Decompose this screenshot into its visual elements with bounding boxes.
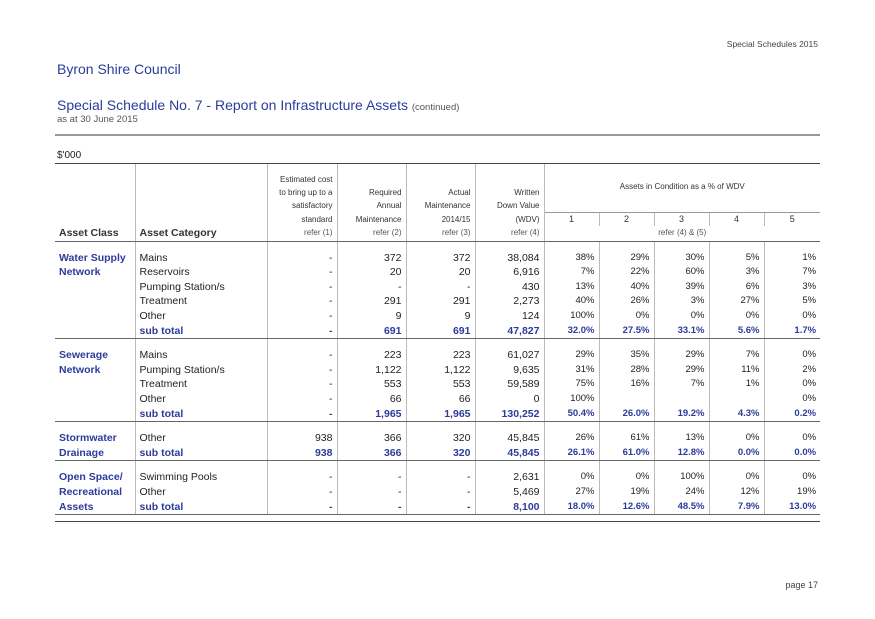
col-wdv-line1: Written [475, 186, 544, 199]
subtotal-row [55, 500, 820, 515]
condition-5-cell: 19% [764, 485, 820, 500]
condition-4-cell: 0% [709, 470, 764, 485]
required-maint-cell: 691 [337, 324, 406, 339]
condition-3: 3 [654, 213, 709, 227]
condition-2-cell: 0% [599, 309, 654, 324]
condition-4-cell: 0% [709, 431, 764, 446]
col-act-line2: Maintenance [406, 199, 475, 213]
est-cost-cell: - [267, 294, 337, 309]
asset-category-cell: Reservoirs [135, 265, 267, 280]
condition-5-cell: 2% [764, 363, 820, 378]
condition-2-cell: 19% [599, 485, 654, 500]
condition-1-cell: 100% [544, 392, 599, 407]
assets-table [55, 164, 820, 515]
asset-class-cell: Drainage [55, 446, 135, 461]
condition-5-cell: 0% [764, 377, 820, 392]
condition-5-cell: 5% [764, 294, 820, 309]
ref-4: refer (4) [475, 226, 544, 241]
actual-maint-cell: 1,965 [406, 407, 475, 422]
condition-3-cell: 60% [654, 265, 709, 280]
condition-4-cell: 7% [709, 348, 764, 363]
actual-maint-cell: 9 [406, 309, 475, 324]
asset-class-cell [55, 294, 135, 309]
est-cost-cell: - [267, 485, 337, 500]
condition-1-cell: 18.0% [544, 500, 599, 515]
asset-category-cell: sub total [135, 500, 267, 515]
condition-3-cell: 33.1% [654, 324, 709, 339]
actual-maint-cell: 372 [406, 251, 475, 266]
asset-category-cell: Mains [135, 251, 267, 266]
table-row [55, 363, 820, 378]
condition-5-cell: 1.7% [764, 324, 820, 339]
asset-category-cell: sub total [135, 446, 267, 461]
asset-class-cell [55, 377, 135, 392]
asset-category-cell: Mains [135, 348, 267, 363]
asset-category-cell: sub total [135, 407, 267, 422]
asset-category-cell: Other [135, 309, 267, 324]
condition-3-cell: 19.2% [654, 407, 709, 422]
title-rule [55, 134, 820, 136]
title-continued: (continued) [411, 102, 460, 113]
asset-class-cell: Network [59, 266, 101, 279]
asset-category-cell: Treatment [135, 294, 267, 309]
condition-5-cell: 0.0% [764, 446, 820, 461]
actual-maint-cell: - [406, 280, 475, 295]
condition-4: 4 [709, 213, 764, 227]
table-row [55, 251, 820, 266]
col-est-line1: Estimated cost [267, 173, 337, 186]
group-spacer [55, 339, 820, 349]
col-req-line3: Maintenance [337, 213, 406, 227]
est-cost-cell: 938 [267, 431, 337, 446]
subtotal-row [55, 407, 820, 422]
asset-class-cell: Water Supply [59, 251, 126, 264]
condition-4-cell: 1% [709, 377, 764, 392]
asset-category-cell: Swimming Pools [135, 470, 267, 485]
condition-2-cell: 27.5% [599, 324, 654, 339]
ref-3: refer (3) [406, 226, 475, 241]
table-row [55, 392, 820, 407]
col-act-line1: Actual [406, 186, 475, 199]
condition-4-cell: 5% [709, 251, 764, 266]
header-right: Special Schedules 2015 [726, 39, 818, 49]
condition-2-cell: 22% [599, 265, 654, 280]
condition-1-cell: 29% [544, 348, 599, 363]
required-maint-cell: - [337, 485, 406, 500]
condition-1-cell: 50.4% [544, 407, 599, 422]
actual-maint-cell: 291 [406, 294, 475, 309]
condition-4-cell: 0% [709, 309, 764, 324]
asset-class-cell [55, 309, 135, 324]
asset-class-cell: Open Space/ [59, 471, 123, 484]
condition-2-cell: 35% [599, 348, 654, 363]
asset-class-cell: Sewerage [59, 349, 109, 362]
asset-class-cell: Stormwater [59, 432, 117, 445]
actual-maint-cell: - [406, 470, 475, 485]
asset-category-cell: Pumping Station/s [135, 280, 267, 295]
condition-3-cell [654, 392, 709, 407]
condition-1-cell: 26.1% [544, 446, 599, 461]
required-maint-cell: 372 [337, 251, 406, 266]
group-spacer [55, 461, 820, 471]
actual-maint-cell: 320 [406, 431, 475, 446]
required-maint-cell: 1,965 [337, 407, 406, 422]
condition-4-cell: 27% [709, 294, 764, 309]
condition-5: 5 [764, 213, 820, 227]
condition-2-cell: 26.0% [599, 407, 654, 422]
required-maint-cell: - [337, 500, 406, 515]
units-label: $'000 [57, 150, 82, 161]
condition-2-cell: 28% [599, 363, 654, 378]
condition-4-cell [709, 392, 764, 407]
condition-1-cell: 75% [544, 377, 599, 392]
condition-3-cell: 7% [654, 377, 709, 392]
col-est-line2: to bring up to a [267, 186, 337, 199]
asset-category-cell: Treatment [135, 377, 267, 392]
est-cost-cell: - [267, 348, 337, 363]
wdv-cell: 45,845 [475, 446, 544, 461]
table-row [55, 485, 820, 500]
actual-maint-cell: - [406, 500, 475, 515]
condition-3-cell: 3% [654, 294, 709, 309]
wdv-cell: 59,589 [475, 377, 544, 392]
condition-3-cell: 29% [654, 348, 709, 363]
asset-class-cell [55, 392, 135, 407]
required-maint-cell: 1,122 [337, 363, 406, 378]
condition-4-cell: 0.0% [709, 446, 764, 461]
actual-maint-cell: 320 [406, 446, 475, 461]
condition-2-cell: 29% [599, 251, 654, 266]
condition-2-cell: 61% [599, 431, 654, 446]
wdv-cell: 130,252 [475, 407, 544, 422]
condition-1-cell: 7% [544, 265, 599, 280]
table-row [55, 280, 820, 295]
wdv-cell: 6,916 [475, 265, 544, 280]
condition-2-cell: 61.0% [599, 446, 654, 461]
condition-1-cell: 0% [544, 470, 599, 485]
col-est-line3: satisfactory [267, 199, 337, 213]
table-row [55, 294, 820, 309]
title-text: Special Schedule No. 7 - Report on Infrastructure Assets [57, 97, 408, 113]
condition-5-cell: 0% [764, 392, 820, 407]
condition-1-cell: 31% [544, 363, 599, 378]
wdv-cell: 47,827 [475, 324, 544, 339]
condition-4-cell: 5.6% [709, 324, 764, 339]
asset-class-cell: Assets [55, 500, 135, 515]
required-maint-cell: 223 [337, 348, 406, 363]
group-spacer [55, 422, 820, 432]
group-spacer [55, 241, 820, 251]
condition-5-cell: 13.0% [764, 500, 820, 515]
asset-class-cell [55, 407, 135, 422]
required-maint-cell: - [337, 280, 406, 295]
condition-4-cell: 6% [709, 280, 764, 295]
condition-5-cell: 0% [764, 470, 820, 485]
est-cost-cell: - [267, 309, 337, 324]
condition-1: 1 [544, 213, 599, 227]
condition-3-cell: 13% [654, 431, 709, 446]
condition-4-cell: 11% [709, 363, 764, 378]
actual-maint-cell: 1,122 [406, 363, 475, 378]
council-name: Byron Shire Council [57, 61, 181, 77]
condition-3-cell: 0% [654, 309, 709, 324]
condition-3-cell: 24% [654, 485, 709, 500]
required-maint-cell: 66 [337, 392, 406, 407]
infrastructure-table [55, 163, 820, 522]
subtotal-row [55, 324, 820, 339]
condition-1-cell: 13% [544, 280, 599, 295]
condition-4-cell: 12% [709, 485, 764, 500]
asset-class-header: Asset Class [55, 226, 135, 241]
wdv-cell: 9,635 [475, 363, 544, 378]
table-row [55, 309, 820, 324]
condition-2: 2 [599, 213, 654, 227]
page-title [57, 97, 459, 113]
asset-category-cell: Other [135, 392, 267, 407]
condition-3-cell: 30% [654, 251, 709, 266]
col-wdv-line2: Down Value [475, 199, 544, 213]
condition-2-cell: 0% [599, 470, 654, 485]
asset-class-cell: Network [59, 363, 101, 376]
ref-2: refer (2) [337, 226, 406, 241]
condition-4-cell: 4.3% [709, 407, 764, 422]
ref-4-5: refer (4) & (5) [544, 226, 820, 241]
asset-category-cell: Other [135, 431, 267, 446]
ref-1: refer (1) [267, 226, 337, 241]
est-cost-cell: - [267, 251, 337, 266]
col-wdv-line3: (WDV) [475, 213, 544, 227]
condition-1-cell: 32.0% [544, 324, 599, 339]
wdv-cell: 430 [475, 280, 544, 295]
required-maint-cell: 9 [337, 309, 406, 324]
est-cost-cell: - [267, 280, 337, 295]
actual-maint-cell: - [406, 485, 475, 500]
asset-category-cell: Pumping Station/s [135, 363, 267, 378]
est-cost-cell: - [267, 470, 337, 485]
condition-5-cell: 0% [764, 309, 820, 324]
condition-5-cell: 1% [764, 251, 820, 266]
est-cost-cell: - [267, 407, 337, 422]
required-maint-cell: - [337, 470, 406, 485]
est-cost-cell: - [267, 363, 337, 378]
condition-2-cell: 40% [599, 280, 654, 295]
asset-class-cell [55, 324, 135, 339]
required-maint-cell: 553 [337, 377, 406, 392]
col-req-line2: Annual [337, 199, 406, 213]
wdv-cell: 5,469 [475, 485, 544, 500]
wdv-cell: 2,273 [475, 294, 544, 309]
condition-1-cell: 38% [544, 251, 599, 266]
wdv-cell: 2,631 [475, 470, 544, 485]
table-row [55, 348, 820, 363]
condition-3-cell: 100% [654, 470, 709, 485]
actual-maint-cell: 66 [406, 392, 475, 407]
col-act-line3: 2014/15 [406, 213, 475, 227]
wdv-cell: 45,845 [475, 431, 544, 446]
condition-1-cell: 40% [544, 294, 599, 309]
actual-maint-cell: 223 [406, 348, 475, 363]
required-maint-cell: 291 [337, 294, 406, 309]
col-est-line4: standard [267, 213, 337, 227]
table-row [55, 470, 820, 485]
condition-5-cell: 7% [764, 265, 820, 280]
as-at-date: as at 30 June 2015 [57, 114, 138, 125]
asset-class-cell: Recreational [59, 485, 123, 498]
actual-maint-cell: 20 [406, 265, 475, 280]
condition-2-cell: 16% [599, 377, 654, 392]
required-maint-cell: 366 [337, 431, 406, 446]
asset-category-cell: Other [135, 485, 267, 500]
wdv-cell: 0 [475, 392, 544, 407]
condition-1-cell: 26% [544, 431, 599, 446]
table-row [55, 377, 820, 392]
required-maint-cell: 366 [337, 446, 406, 461]
condition-1-cell: 27% [544, 485, 599, 500]
condition-2-cell: 12.6% [599, 500, 654, 515]
condition-5-cell: 0% [764, 348, 820, 363]
table-row [55, 265, 820, 280]
condition-title: Assets in Condition as a % of WDV [544, 173, 820, 199]
table-row [55, 431, 820, 446]
asset-category-header: Asset Category [135, 226, 267, 241]
wdv-cell: 8,100 [475, 500, 544, 515]
condition-2-cell: 26% [599, 294, 654, 309]
est-cost-cell: - [267, 392, 337, 407]
condition-5-cell: 0.2% [764, 407, 820, 422]
condition-3-cell: 29% [654, 363, 709, 378]
condition-5-cell: 0% [764, 431, 820, 446]
est-cost-cell: - [267, 500, 337, 515]
condition-3-cell: 39% [654, 280, 709, 295]
required-maint-cell: 20 [337, 265, 406, 280]
est-cost-cell: - [267, 265, 337, 280]
condition-3-cell: 12.8% [654, 446, 709, 461]
condition-4-cell: 3% [709, 265, 764, 280]
col-req-line1: Required [337, 186, 406, 199]
asset-class-cell [55, 280, 135, 295]
page-number: page 17 [785, 580, 818, 590]
wdv-cell: 38,084 [475, 251, 544, 266]
actual-maint-cell: 553 [406, 377, 475, 392]
est-cost-cell: 938 [267, 446, 337, 461]
condition-1-cell: 100% [544, 309, 599, 324]
est-cost-cell: - [267, 324, 337, 339]
wdv-cell: 61,027 [475, 348, 544, 363]
subtotal-row [55, 446, 820, 461]
condition-5-cell: 3% [764, 280, 820, 295]
condition-4-cell: 7.9% [709, 500, 764, 515]
asset-category-cell: sub total [135, 324, 267, 339]
actual-maint-cell: 691 [406, 324, 475, 339]
est-cost-cell: - [267, 377, 337, 392]
wdv-cell: 124 [475, 309, 544, 324]
condition-3-cell: 48.5% [654, 500, 709, 515]
condition-2-cell [599, 392, 654, 407]
